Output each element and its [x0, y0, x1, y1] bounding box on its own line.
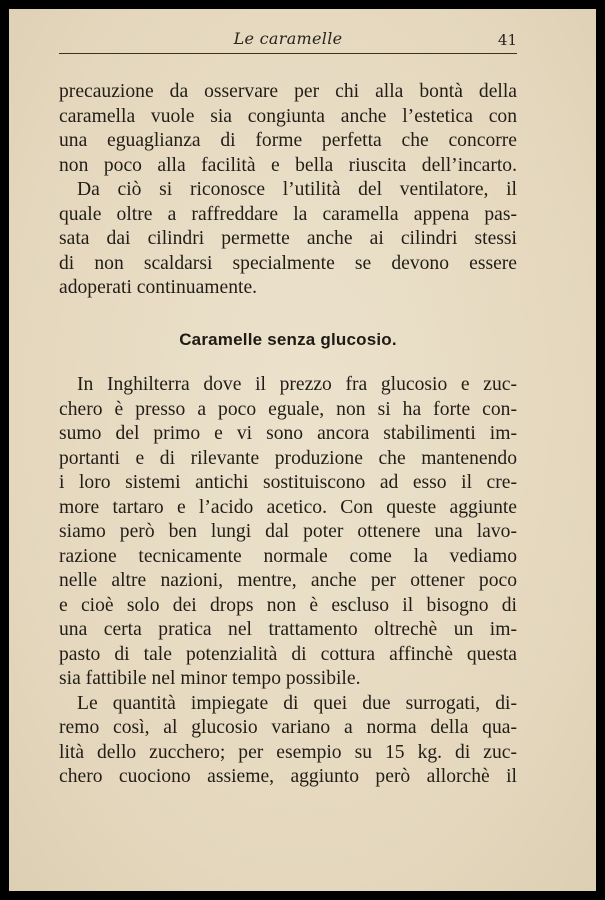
text-line: non poco alla facilità e bella riuscita dell’incarto.: [59, 154, 517, 176]
text-line: una eguaglianza di forme perfetta che concorre: [59, 130, 517, 151]
text-line: quale oltre a raffreddare la caramella appena pas-: [59, 203, 517, 225]
text-line: precauzione da osservare per chi alla bontà della: [59, 81, 517, 102]
running-title: Le caramelle: [233, 29, 343, 48]
text-line: e cioè solo dei drops non è escluso il bisogno di: [59, 594, 517, 616]
text-line: sia fattibile nel minor tempo possibile.: [59, 668, 361, 689]
body-text: [59, 80, 517, 790]
text-line: Le quantità impiegate di quei due surrogati, di-: [77, 692, 517, 714]
text-line: adoperati continuamente.: [59, 277, 258, 298]
page-number: 41: [497, 31, 517, 49]
text-line: sumo del primo e vi sono ancora stabilimenti im-: [59, 423, 517, 444]
text-line: di non scaldarsi specialmente se devono essere: [59, 252, 517, 274]
text-line: lità dello zucchero; per esempio su 15 kg. di zuc-: [59, 741, 517, 763]
paragraph-1: [59, 80, 517, 178]
text-line: In Inghilterra dove il prezzo fra glucosio e zuc-: [77, 374, 517, 395]
paragraph-4: [59, 692, 517, 790]
text-line: chero cuociono assieme, aggiunto però allorchè il: [59, 766, 517, 787]
text-line: more tartaro e l’acido acetico. Con queste aggiunte: [59, 496, 517, 518]
text-line: Da ciò si riconosce l’utilità del ventilatore, il: [77, 179, 517, 200]
paragraph-2: [59, 178, 517, 301]
running-header: [59, 29, 517, 54]
paragraph-3: [59, 373, 517, 692]
text-line: una certa pratica nel trattamento oltrechè un im-: [59, 619, 517, 640]
text-line: nelle altre nazioni, mentre, anche per ottener poco: [59, 570, 517, 591]
text-line: caramella vuole sia congiunta anche l’estetica con: [59, 105, 517, 127]
book-page: [9, 9, 596, 891]
text-line: portanti e di rilevante produzione che mantenendo: [59, 447, 517, 469]
text-line: sata dai cilindri permette anche ai cilindri stessi: [59, 228, 517, 249]
text-line: pasto di tale potenzialità di cottura affinchè questa: [59, 643, 517, 665]
text-line: remo così, al glucosio variano a norma della qua-: [59, 717, 517, 738]
text-line: razione tecnicamente normale come la vediamo: [59, 545, 517, 567]
text-line: i loro sistemi antichi sostituiscono ad esso il cre-: [59, 472, 517, 493]
text-line: siamo però ben lungi dal poter ottenere una lavo-: [59, 521, 517, 542]
section-title: Caramelle senza glucosio.: [179, 329, 397, 349]
text-line: chero è presso a poco eguale, non si ha forte con-: [59, 398, 517, 420]
